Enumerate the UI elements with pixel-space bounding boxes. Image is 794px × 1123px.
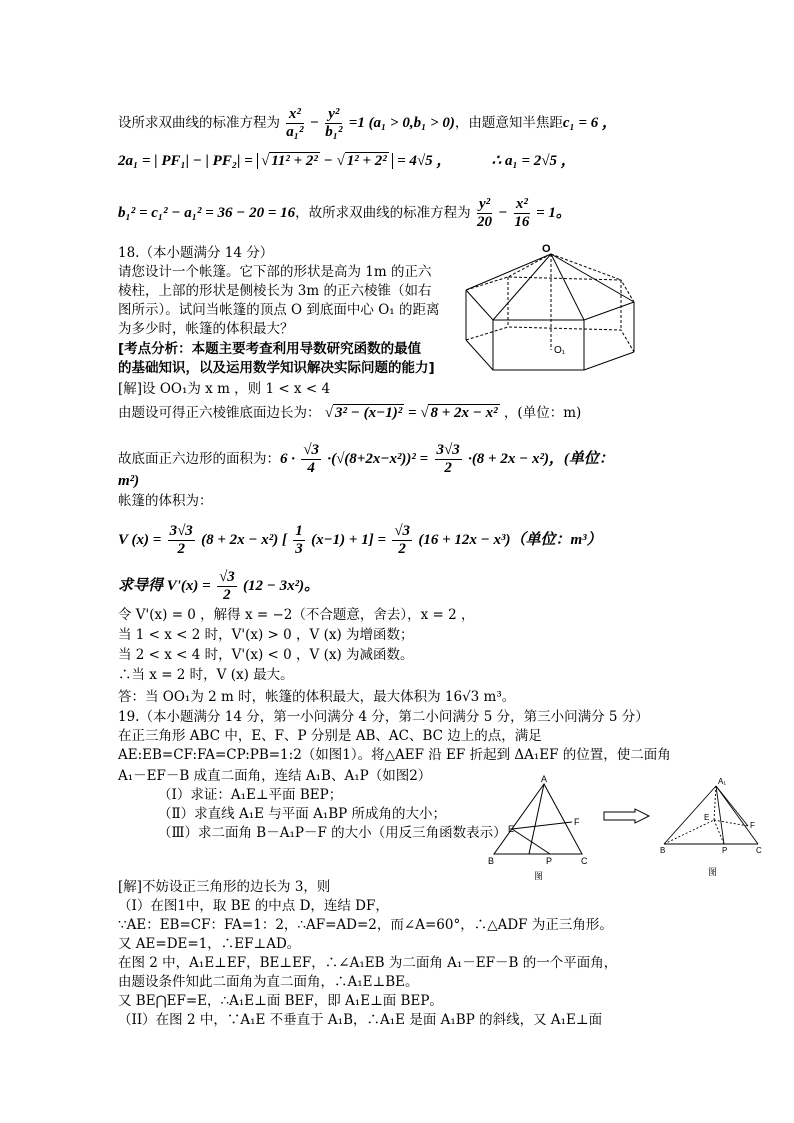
q18-solution-line: 当 1 < x < 2 时，V'(x) > 0 ，V (x) 为增函数； [118,627,414,643]
label-o: O [542,243,551,255]
q19-solution-line: （I）在图1中，取 BE 的中点 D，连结 DF， [118,898,389,914]
q18-problem-line: 为多少时，帐篷的体积最大？ [118,321,294,337]
q18-volume-formula: V (x) = $\frac{3√3}{2}$ (8 + 2x − x²) [ $\frac{1}{3}$ (x−1) + 1] = $\frac{√3}{2}$ (16 + 12x − x³)（单位：m³） [118,523,602,557]
hyperbola-line-1: 设所求双曲线的标准方程为 $\frac{\text{x²}}{\text{a₁²}}$ − $\frac{\text{y²}}{\text{b₁²}}$ =1 (a₁ > 0,b₁ > 0)，由题意知半焦距c₁ = 6 ， [118,106,618,140]
q18-problem-line: 图所示）。试问当帐篷的顶点 O 到底面中心 O₁ 的距离 [118,302,440,318]
q18-solution-line: 由题设可得正六棱锥底面边长为： √ 3² − (x−1)² = √ 8 + 2x − x² ，(单位：m) [118,405,582,421]
fig1-label-e: E [508,824,515,834]
q18-solution-line: 当 2 < x < 4 时，V'(x) < 0 ，V (x) 为减函数。 [118,647,414,663]
q19-header: 19.（本小题满分 14 分，第一小问满分 4 分，第二小问满分 5 分，第三小问满分 5 分） [118,709,649,725]
q18-problem-line: 棱柱，上部的形状是侧棱长为 3m 的正六棱锥（如右 [118,283,432,299]
q19-problem-line: AE:EB=CF:FA=CP:PB=1:2（如图1）。将△AEF 沿 EF 折起到 ΔA₁EF 的位置，使二面角 [118,747,671,763]
fig1-label-b: B [488,856,495,866]
fig1-label-p: P [546,856,553,866]
q18-header: 18.（本小题满分 14 分） [118,245,274,261]
q19-solution-line: [解]不妨设正三角形的边长为 3，则 [118,879,331,895]
q18-solution-line: 令 V'(x) = 0 ，解得 x = −2（不合题意，舍去），x = 2 ， [118,607,475,623]
label-o1: O₁ [554,345,566,356]
fig2-label-c: C [756,846,762,855]
q19-solution-line: ∵AE：EB=CF：FA=1：2，∴AF=AD=2，而∠A=60°，∴△ADF 为正三角形。 [118,917,613,933]
hyperbola-line-3: b₁² = c₁² − a₁² = 36 − 20 = 16，故所求双曲线的标准方程为 $\frac{\text{y²}}{20}$ − $\frac{\text{x²}}{16}$ = 1。 [118,196,571,230]
fig2-label-a1: A₁ [718,777,727,786]
q18-analysis: [考点分析：本题主要考查利用导数研究函数的最值 [118,341,422,357]
fig1-label-f: F [574,817,580,827]
q18-solution-line: [解]设 OO₁为 x m ，则 1 < x < 4 [118,381,331,397]
fig2-label-e: E [704,813,710,822]
fig1-label-c: C [581,856,588,866]
fig2-label-b: B [660,846,666,855]
q19-solution-line: （II）在图 2 中，∵A₁E 不垂直于 A₁B，∴A₁E 是面 A₁BP 的斜线，又 A₁E⊥面 [118,1012,603,1028]
hyperbola-line-2: 2a₁ = | PF₁| − | PF₂| = √ 11² + 2² − √ 1² + 2² = 4√5 ， ∴ a₁ = 2√5 ， [118,153,576,169]
q18-solution-line: 故底面正六边形的面积为：6 · $\frac{√3}{4}$ ·(√(8+2x−x²))² = $\frac{3√3}{2}$ ·(8 + 2x − x²)，(单位： [118,442,614,476]
q18-derivative: 求导得 V'(x) = $\frac{√3}{2}$ (12 − 3x²)。 [118,569,320,603]
folded-figure-2 [656,772,768,882]
triangle-figure-1 [484,772,596,882]
q19-solution-line: 又 BE⋂EF=E，∴A₁E⊥面 BEF，即 A₁E⊥面 BEP。 [118,993,443,1009]
q18-problem-line: 请您设计一个帐篷。它下部的形状是高为 1m 的正六 [118,264,432,280]
q19-item-1: （Ⅰ）求证：A₁E⊥平面 BEP； [158,787,343,803]
q19-solution-line: 由题设条件知此二面角为直二面角，∴A₁E⊥BE。 [118,974,419,990]
q18-solution-line: ∴当 x = 2 时，V (x) 最大。 [118,667,294,683]
q18-answer: 答：当 OO₁为 2 m 时，帐篷的体积最大，最大体积为 16√3 m³。 [118,689,516,705]
q19-solution-line: 在图 2 中，A₁E⊥EF，BE⊥EF，∴∠A₁EB 为二面角 A₁－EF－B 的一个平面角， [118,955,618,971]
fig2-caption: 图 [708,867,718,877]
q18-analysis: 的基础知识，以及运用数学知识解决实际问题的能力] [118,360,435,376]
q19-solution-line: 又 AE=DE=1，∴EF⊥AD。 [118,936,301,952]
fig2-label-p: P [722,846,728,855]
q19-problem-line: 在正三角形 ABC 中，E、F、P 分别是 AB、AC、BC 边上的点，满足 [118,728,542,744]
q19-item-2: （Ⅱ）求直线 A₁E 与平面 A₁BP 所成角的大小； [158,806,447,822]
q19-item-3: （Ⅲ）求二面角 B－A₁P－F 的大小（用反三角函数表示） [158,825,507,841]
q18-solution-line: m²) [118,473,140,489]
tent-figure [458,240,658,375]
fig1-caption: 图 [534,871,544,881]
fig1-label-a: A [541,774,548,784]
q18-solution-line: 帐篷的体积为： [118,493,213,509]
fig2-label-f: F [750,821,755,830]
q19-problem-line: A₁－EF－B 成直二面角，连结 A₁B、A₁P（如图2） [118,768,432,784]
right-arrow-icon [603,808,651,824]
